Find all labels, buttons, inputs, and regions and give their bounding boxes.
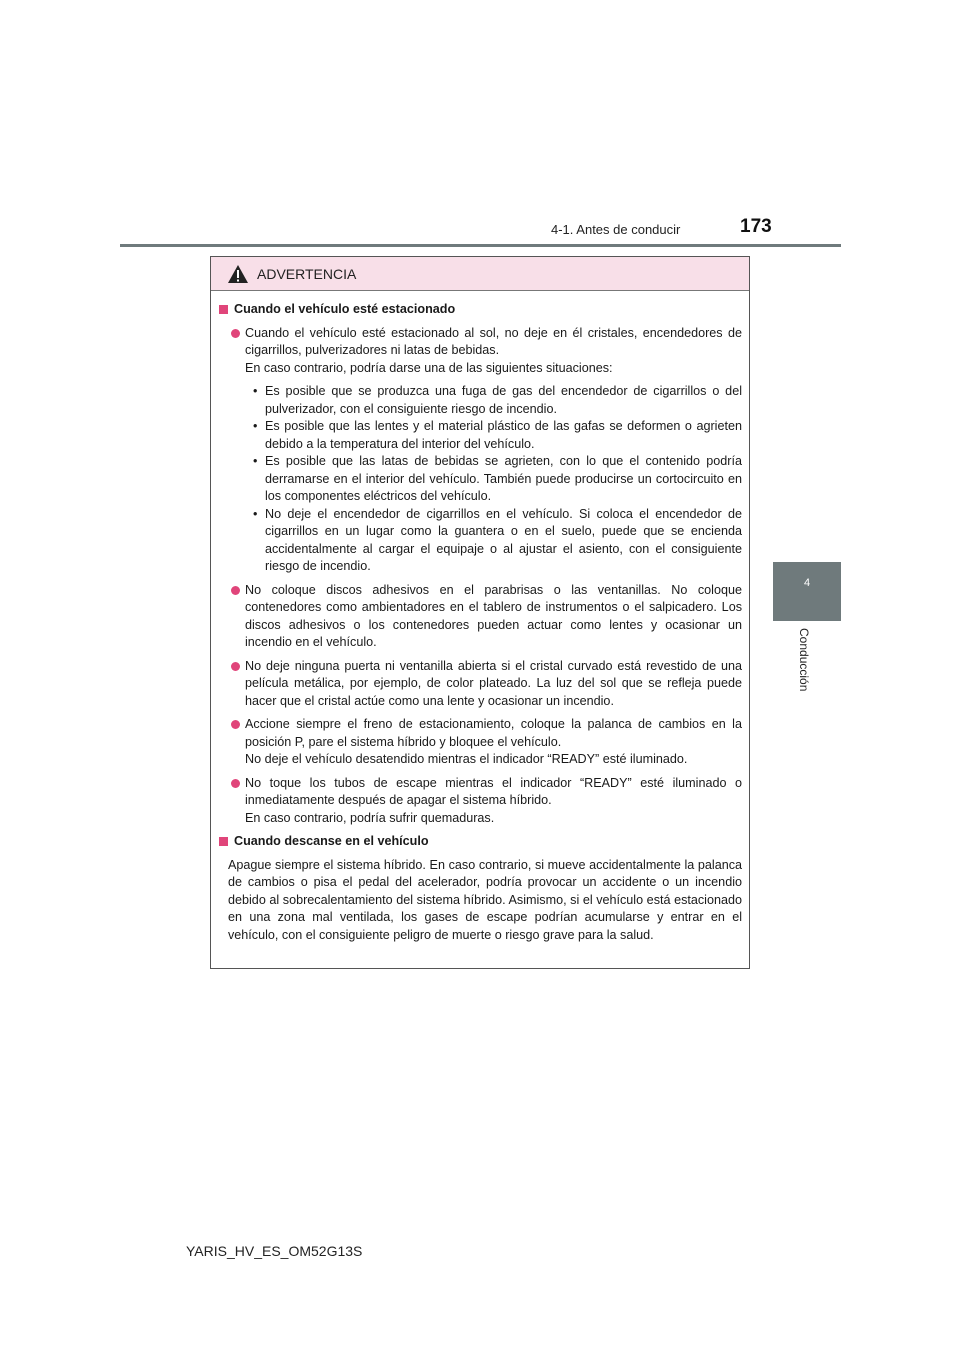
- sub-list-item: [245, 506, 742, 576]
- circle-bullet-icon: [231, 586, 240, 595]
- sub-list-item: [245, 383, 742, 418]
- paragraph: No coloque discos adhesivos en el parabrisas o las ventanillas. No coloque contenedores como ambientadores en el tablero de instrumentos o el salpicadero. Los discos adhesivos o los contenedores pueden actuar como lentes y ocasionar un incendio en el vehículo.: [245, 582, 742, 649]
- warning-header: [211, 257, 749, 291]
- sub-list-item-text: Es posible que se produzca una fuga de gas del encendedor de cigarrillos o del pulverizador, con el consiguiente riesgo de incendio.: [265, 384, 742, 416]
- circle-bullet-icon: [231, 779, 240, 788]
- section-heading-text: Cuando descanse en el vehículo: [234, 834, 429, 848]
- list-item: [219, 775, 742, 828]
- warning-box: [210, 256, 750, 969]
- list-item-text: [245, 582, 742, 652]
- section-paragraph: Apague siempre el sistema híbrido. En caso contrario, si mueve accidentalmente la palanca de cambios o pisa el pedal del acelerador, podría provocar un accidente o un incendio debido al sobrecalentamiento del sistema híbrido. Asimismo, si el vehículo está estacionado en una zona mal ventilada, los gases de escape podrían acumularse y entrar en el vehículo, con el consiguiente peligro de muerte o riesgo grave para la salud.: [228, 857, 742, 942]
- sub-list-item-text: Es posible que las latas de bebidas se agrieten, con lo que el contenido podría derramarse en el interior del vehículo. También puede producirse un cortocircuito en los componentes eléctricos del vehículo.: [265, 454, 742, 503]
- circle-bullet-icon: [231, 329, 240, 338]
- section-heading: [219, 833, 742, 851]
- header-section-title: 4-1. Antes de conducir: [551, 222, 681, 237]
- paragraph: No deje el vehículo desatendido mientras el indicador “READY” esté iluminado.: [245, 752, 688, 766]
- sub-list: [245, 383, 742, 576]
- list-item-text: [245, 325, 742, 576]
- paragraph: En caso contrario, podría darse una de las siguientes situaciones:: [245, 360, 613, 375]
- paragraph: En caso contrario, podría sufrir quemaduras.: [245, 810, 495, 825]
- list-item-text: [245, 658, 742, 711]
- square-bullet-icon: [219, 837, 228, 846]
- paragraph: No deje ninguna puerta ni ventanilla abierta si el cristal curvado está revestido de una película metálica, por ejemplo, de color plateado. La luz del sol que se refleja puede hacer que el cristal actúe como una lente y ocasionar un incendio.: [245, 658, 742, 708]
- sub-list-item: [245, 453, 742, 506]
- section-heading-text: Cuando el vehículo esté estacionado: [234, 302, 456, 316]
- page-number: 173: [740, 216, 772, 237]
- sub-list-item: [245, 418, 742, 453]
- sub-list-item-text: Es posible que las lentes y el material plástico de las gafas se deformen o agrieten debido a la temperatura del interior del vehículo.: [265, 419, 742, 451]
- warning-body: [211, 291, 749, 944]
- list-item: [219, 582, 742, 652]
- sub-list-item-text: No deje el encendedor de cigarrillos en el vehículo. Si coloca el encendedor de cigarrillos en un lugar como la guantera o en el suelo, puede que se encienda accidentalmente al cargar el equipaje o al ajustar el asiento, con el consiguiente riesgo de incendio.: [265, 506, 742, 573]
- list-item: [219, 325, 742, 576]
- warning-title: ADVERTENCIA: [257, 265, 357, 282]
- list-item: [219, 716, 742, 769]
- footer-doc-code: YARIS_HV_ES_OM52G13S: [186, 1243, 363, 1259]
- list-item-text: [245, 775, 742, 828]
- circle-bullet-icon: [231, 662, 240, 671]
- chapter-label: Conducción: [797, 628, 811, 692]
- square-bullet-icon: [219, 305, 228, 314]
- paragraph: No toque los tubos de escape mientras el indicador “READY” esté iluminado o inmediatamente después de apagar el sistema híbrido.: [245, 775, 742, 807]
- sub-bullet-mark: •: [253, 419, 258, 433]
- sub-bullet-mark: •: [253, 454, 258, 468]
- chapter-tab[interactable]: [773, 562, 841, 621]
- header-rule: [120, 244, 841, 247]
- paragraph: Cuando el vehículo esté estacionado al sol, no deje en él cristales, encendedores de cigarrillos, pulverizadores ni latas de bebidas.: [245, 325, 742, 357]
- circle-bullet-icon: [231, 720, 240, 729]
- paragraph: Accione siempre el freno de estacionamiento, coloque la palanca de cambios en la posición P, pare el sistema híbrido y bloquee el vehículo.: [245, 717, 742, 749]
- list-item: [219, 658, 742, 711]
- section-heading: [219, 301, 742, 319]
- sub-bullet-mark: •: [253, 384, 258, 398]
- sub-bullet-mark: •: [253, 506, 258, 521]
- warning-triangle-icon: [227, 264, 249, 284]
- list-item-text: [245, 716, 742, 769]
- chapter-number: 4: [803, 577, 811, 589]
